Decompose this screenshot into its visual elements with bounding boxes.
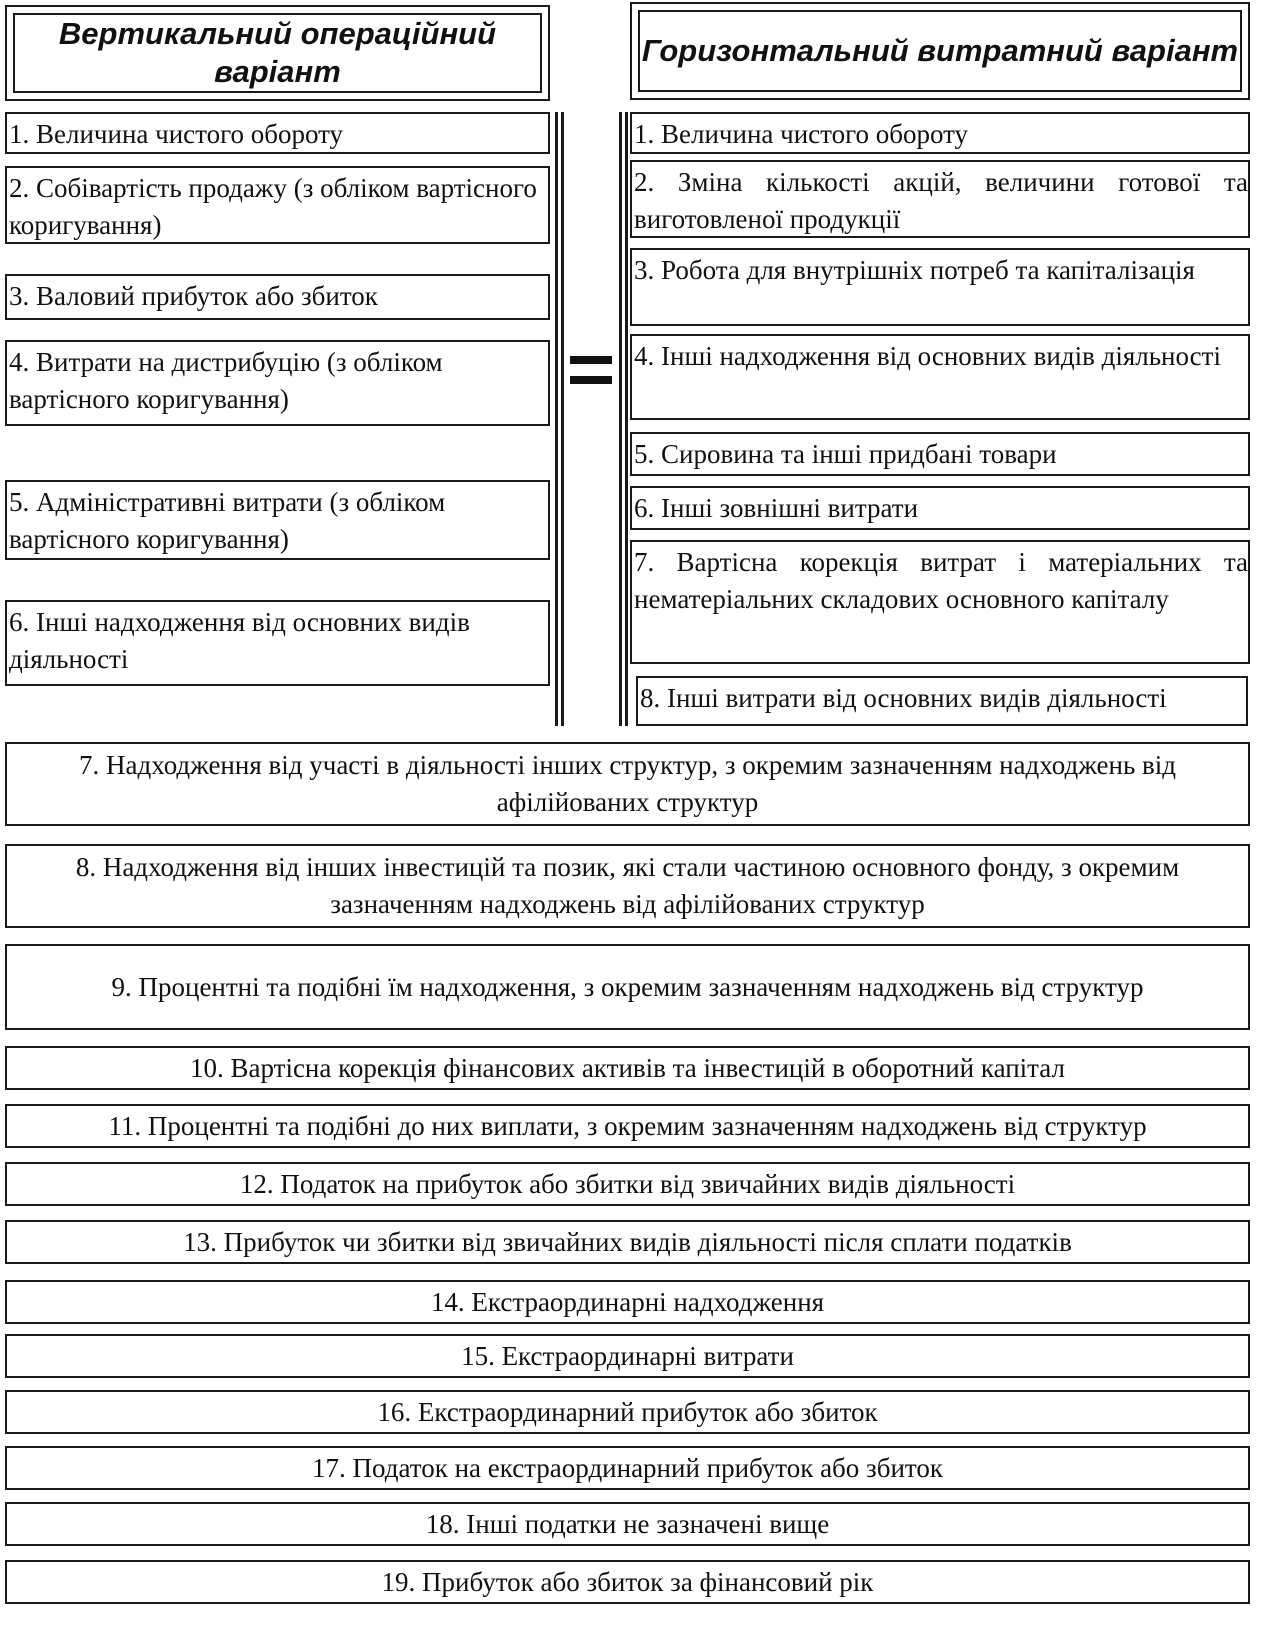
left-item-6: 6. Інші надходження від основних видів діяльності <box>5 600 550 686</box>
left-header <box>5 5 550 101</box>
common-item-14: 14. Екстраординарні надходження <box>5 1280 1250 1324</box>
common-item-13: 13. Прибуток чи збитки від звичайних видів діяльності після сплати податків <box>5 1220 1250 1264</box>
right-item-3: 3. Робота для внутрішніх потреб та капіталізація <box>630 248 1250 326</box>
left-header-title: Вертикальний операційний варіант <box>13 13 542 93</box>
common-item-16: 16. Екстраординарний прибуток або збиток <box>5 1390 1250 1434</box>
common-item-19: 19. Прибуток або збиток за фінансовий рік <box>5 1560 1250 1604</box>
common-item-17: 17. Податок на екстраординарний прибуток або збиток <box>5 1446 1250 1490</box>
right-header-title: Горизонтальний витратний варіант <box>638 10 1242 92</box>
right-item-4: 4. Інші надходження від основних видів діяльності <box>630 334 1250 420</box>
right-item-8: 8. Інші витрати від основних видів діяльності <box>636 676 1248 726</box>
common-item-7: 7. Надходження від участі в діяльності інших структур, з окремим зазначенням надходжень від афілійованих структур <box>5 742 1250 826</box>
left-item-1: 1. Величина чистого обороту <box>5 112 550 154</box>
left-item-2: 2. Собівартість продажу (з обліком вартісного коригування) <box>5 166 550 244</box>
left-divider-line-2 <box>561 112 564 726</box>
common-item-8: 8. Надходження від інших інвестицій та позик, які стали частиною основного фонду, з окремим зазначенням надходжень від афілійованих структур <box>5 844 1250 928</box>
common-item-18: 18. Інші податки не зазначені вище <box>5 1502 1250 1546</box>
left-item-5: 5. Адміністративні витрати (з обліком вартісного коригування) <box>5 480 550 560</box>
right-item-6: 6. Інші зовнішні витрати <box>630 486 1250 530</box>
common-item-9: 9. Процентні та подібні їм надходження, з окремим зазначенням надходжень від структур <box>5 944 1250 1030</box>
common-item-12: 12. Податок на прибуток або збитки від звичайних видів діяльності <box>5 1162 1250 1206</box>
right-item-5: 5. Сировина та інші придбані товари <box>630 432 1250 476</box>
common-item-11: 11. Процентні та подібні до них виплати, з окремим зазначенням надходжень від структур <box>5 1104 1250 1148</box>
right-header <box>630 2 1250 100</box>
right-item-7: 7. Вартісна корекція витрат і матеріальних та нематеріальних складових основного капіталу <box>630 540 1250 664</box>
equals-bar-top <box>570 356 612 364</box>
common-item-15: 15. Екстраординарні витрати <box>5 1334 1250 1378</box>
right-item-1: 1. Величина чистого обороту <box>630 112 1250 154</box>
left-item-3: 3. Валовий прибуток або збиток <box>5 274 550 320</box>
right-divider-line-1 <box>619 112 622 726</box>
left-item-4: 4. Витрати на дистрибуцію (з обліком вартісного коригування) <box>5 340 550 426</box>
left-divider-line-1 <box>555 112 558 726</box>
common-item-10: 10. Вартісна корекція фінансових активів та інвестицій в оборотний капітал <box>5 1046 1250 1090</box>
equals-bar-bottom <box>570 376 612 384</box>
right-item-2: 2. Зміна кількості акцій, величини готової та виготовленої продукції <box>630 160 1250 238</box>
right-divider-line-2 <box>625 112 628 726</box>
